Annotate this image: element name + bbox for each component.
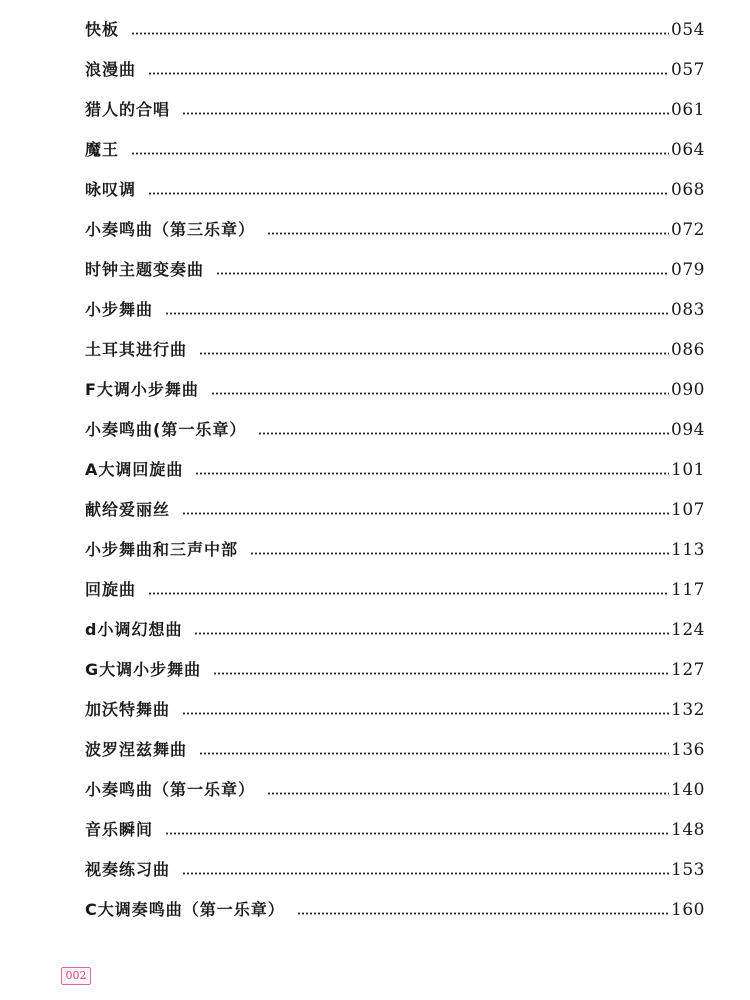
toc-page-number: 057 [671, 60, 705, 80]
toc-page-number: 113 [671, 540, 705, 560]
toc-page-number: 090 [671, 380, 705, 400]
dot-leader [267, 792, 669, 795]
toc-title: 土耳其进行曲 [85, 340, 188, 359]
toc-title: 小奏鸣曲（第一乐章） [85, 780, 256, 799]
dot-leader [199, 752, 669, 755]
toc-entry[interactable] [85, 48, 705, 88]
dot-leader [211, 392, 669, 395]
toc-entry[interactable] [85, 88, 705, 128]
toc-entry[interactable] [85, 568, 705, 608]
toc-title: d小调幻想曲 [85, 620, 183, 639]
toc-entry[interactable] [85, 168, 705, 208]
toc-entry[interactable] [85, 848, 705, 888]
toc-page-number: 061 [671, 100, 705, 120]
toc-entry[interactable] [85, 128, 705, 168]
toc-page-number: 136 [671, 740, 705, 760]
toc-title: G大调小步舞曲 [85, 660, 202, 679]
table-of-contents [85, 8, 705, 928]
toc-entry[interactable] [85, 728, 705, 768]
dot-leader [182, 712, 669, 715]
toc-page-number: 107 [671, 500, 705, 520]
dot-leader [267, 232, 669, 235]
toc-title: 献给爱丽丝 [85, 500, 171, 519]
dot-leader [213, 672, 669, 675]
toc-page-number: 140 [671, 780, 705, 800]
toc-title: 小步舞曲 [85, 300, 154, 319]
dot-leader [297, 912, 669, 915]
dot-leader [131, 152, 669, 155]
toc-page-number: 068 [671, 180, 705, 200]
toc-title: 视奏练习曲 [85, 860, 171, 879]
toc-title: F大调小步舞曲 [85, 380, 199, 399]
dot-leader [258, 432, 669, 435]
toc-title: A大调回旋曲 [85, 460, 184, 479]
toc-entry[interactable] [85, 288, 705, 328]
toc-entry[interactable] [85, 808, 705, 848]
dot-leader [250, 552, 669, 555]
toc-entry[interactable] [85, 768, 705, 808]
toc-page-number: 094 [671, 420, 705, 440]
toc-entry[interactable] [85, 648, 705, 688]
toc-title: C大调奏鸣曲（第一乐章） [85, 900, 285, 919]
toc-title: 时钟主题变奏曲 [85, 260, 205, 279]
toc-entry[interactable] [85, 368, 705, 408]
toc-title: 咏叹调 [85, 180, 137, 199]
toc-title: 小奏鸣曲(第一乐章） [85, 420, 247, 439]
toc-entry[interactable] [85, 688, 705, 728]
toc-page-number: 054 [671, 20, 705, 40]
toc-title: 猎人的合唱 [85, 100, 171, 119]
toc-entry[interactable] [85, 888, 705, 928]
toc-title: 浪漫曲 [85, 60, 137, 79]
toc-entry[interactable] [85, 8, 705, 48]
dot-leader [199, 352, 669, 355]
toc-title: 小步舞曲和三声中部 [85, 540, 239, 559]
dot-leader [165, 312, 669, 315]
dot-leader [148, 72, 669, 75]
toc-title: 加沃特舞曲 [85, 700, 171, 719]
toc-title: 回旋曲 [85, 580, 137, 599]
toc-entry[interactable] [85, 528, 705, 568]
dot-leader [182, 112, 669, 115]
dot-leader [131, 32, 669, 35]
dot-leader [182, 872, 669, 875]
toc-entry[interactable] [85, 248, 705, 288]
dot-leader [195, 472, 669, 475]
toc-page-number: 086 [671, 340, 705, 360]
page-number-badge: 002 [61, 967, 91, 985]
toc-page-number: 124 [671, 620, 705, 640]
toc-entry[interactable] [85, 328, 705, 368]
dot-leader [194, 632, 669, 635]
toc-entry[interactable] [85, 608, 705, 648]
toc-entry[interactable] [85, 488, 705, 528]
toc-page-number: 083 [671, 300, 705, 320]
toc-page-number: 148 [671, 820, 705, 840]
toc-page-number: 079 [671, 260, 705, 280]
toc-entry[interactable] [85, 408, 705, 448]
toc-page-number: 127 [671, 660, 705, 680]
toc-page-number: 101 [671, 460, 705, 480]
toc-entry[interactable] [85, 448, 705, 488]
dot-leader [182, 512, 669, 515]
toc-page-number: 153 [671, 860, 705, 880]
toc-title: 小奏鸣曲（第三乐章） [85, 220, 256, 239]
toc-page-number: 072 [671, 220, 705, 240]
toc-title: 波罗涅兹舞曲 [85, 740, 188, 759]
dot-leader [148, 192, 669, 195]
dot-leader [165, 832, 669, 835]
toc-title: 音乐瞬间 [85, 820, 154, 839]
toc-page-number: 064 [671, 140, 705, 160]
dot-leader [216, 272, 669, 275]
toc-page-number: 117 [671, 580, 705, 600]
toc-entry[interactable] [85, 208, 705, 248]
toc-page-number: 160 [671, 900, 705, 920]
dot-leader [148, 592, 669, 595]
toc-title: 魔王 [85, 140, 120, 159]
toc-title: 快板 [85, 20, 120, 39]
toc-page-number: 132 [671, 700, 705, 720]
